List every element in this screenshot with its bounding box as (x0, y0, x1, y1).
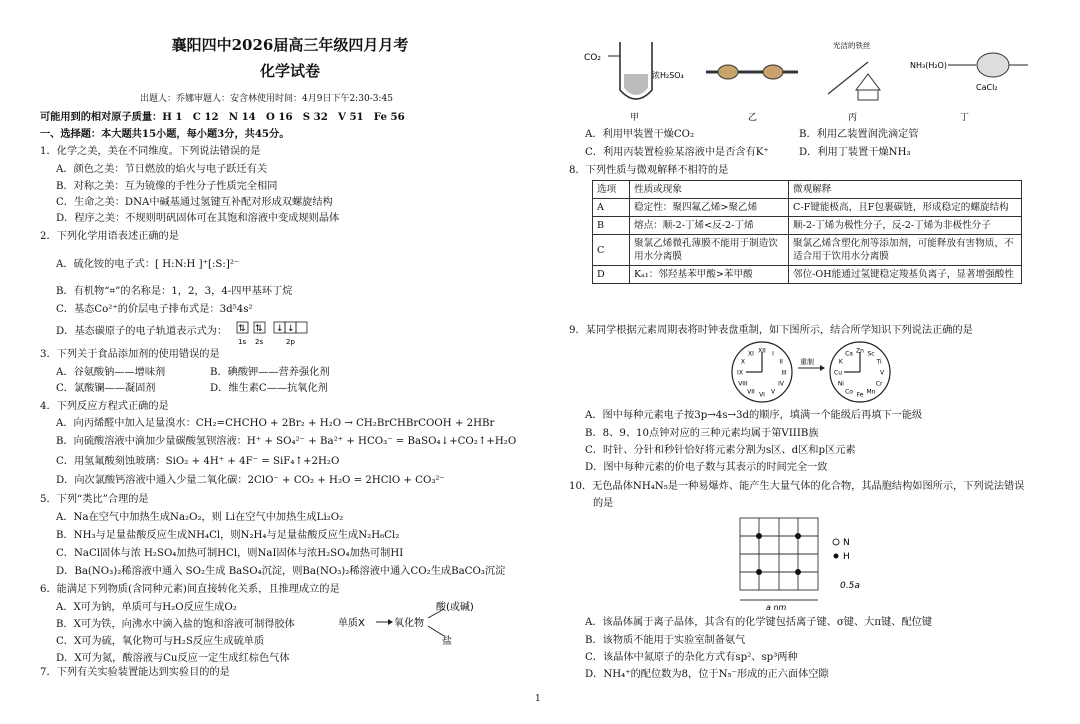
clock-label: Co (845, 388, 853, 396)
q10-stem-cont: 的是 (593, 498, 614, 509)
label-nh3: NH₃(H₂O) (910, 61, 947, 70)
exam-subtitle: 化学试卷 (259, 62, 320, 80)
clock-arrow-label: 重制 (800, 358, 814, 366)
q2-stem: 2．下列化学用语表述正确的是 (40, 231, 179, 242)
legend-h: H (843, 552, 850, 562)
orbital-label-2p: 2p (286, 338, 295, 346)
q10-option-c: C．该晶体中氮原子的杂化方式有sp²、sp³两种 (585, 652, 798, 663)
label-bing: 丙 (848, 113, 858, 123)
q7-option-c: C．利用丙装置检验某溶液中是否含有K⁺ (585, 147, 769, 158)
q6-option-b: B．X可为铁，向沸水中滴入盐的饱和溶液可制得胶体 (56, 619, 295, 630)
q3-option-d: D．维生素C——抗氧化剂 (210, 383, 328, 394)
clock-label: Fe (856, 391, 864, 399)
q7-option-d: D．利用丁装置干燥NH₃ (799, 147, 911, 158)
label-co2: CO₂ (584, 53, 601, 63)
q3-option-a: A．谷氨酸钠——增味剂 (56, 367, 166, 378)
q3-option-c: C．氯酸镧——凝固剂 (56, 383, 156, 394)
label-h2so4: 浓H₂SO₄ (652, 71, 684, 80)
table-cell: B (593, 217, 630, 235)
q4-stem: 4．下列反应方程式正确的是 (40, 401, 169, 412)
drying-tube (977, 53, 1009, 77)
scheme-oxide: 氧化物 (394, 618, 424, 629)
element-clock (830, 342, 890, 402)
orbital-label-1s: 1s (238, 338, 247, 346)
table-header: 性质或现象 (630, 181, 789, 199)
clock-label: X (740, 358, 745, 366)
q9-option-a: A．图中每种元素电子按3p→4s→3d的顺序，填满一个能级后再填下一能级 (585, 410, 923, 421)
clock-label: Cu (834, 369, 842, 377)
q1-option-b: B．对称之美：互为镜像的手性分子性质完全相同 (56, 181, 278, 192)
orbital-diagram (236, 320, 316, 346)
clock-label: II (779, 358, 783, 366)
clock-label: III (781, 369, 787, 377)
q9-clocks (728, 340, 898, 408)
clock-label: V (770, 388, 776, 396)
clock-label: IV (778, 380, 785, 388)
scheme-acid-base: 酸(或碱) (436, 602, 474, 613)
q4-option-d: D．向次氯酸钙溶液中通入少量二氧化碳：2ClO⁻ + CO₂ + H₂O = 2HClO + CO₃²⁻ (56, 475, 445, 486)
table-cell: 熔点：顺-2-丁烯<反-2-丁烯 (630, 217, 789, 235)
clock-label: VII (747, 388, 755, 396)
label-jia: 甲 (630, 113, 640, 123)
clock-label: XII (758, 347, 766, 355)
q2-option-c: C．基态Co²⁺的价层电子排布式是：3d⁵4s² (56, 304, 253, 315)
q6-option-c: C．X可为硫，氧化物可与H₂S反应生成硫单质 (56, 636, 265, 647)
q4-option-b: B．向硫酸溶液中滴加少量碳酸氢钡溶液：H⁺ + SO₄²⁻ + Ba²⁺ + HCO₃⁻ = BaSO₄↓+CO₂↑+H₂O (56, 436, 517, 447)
iron-wire (828, 62, 868, 94)
q9-option-b: B．8、9、10点钟对应的三种元素均属于第VIIIB族 (585, 428, 819, 439)
table-row (593, 235, 1022, 266)
q6-transform-scheme (336, 600, 476, 646)
table-header-row (593, 181, 1022, 199)
clock-label: I (772, 350, 774, 358)
q4-option-c: C．用氢氟酸刻蚀玻璃：SiO₂ + 4H⁺ + 4F⁻ = SiF₄↑+2H₂O (56, 456, 340, 467)
clock-label: Ti (876, 358, 882, 366)
q1-stem: 1．化学之美，美在不同维度。下列说法错误的是 (40, 146, 261, 157)
label-iron-wire: 光洁的铁丝 (833, 41, 871, 50)
label-cacl2: CaCl₂ (976, 83, 998, 92)
svg-text:↓: ↓ (287, 324, 295, 334)
svg-text:⇅: ⇅ (255, 324, 263, 334)
q2-option-a: A．硫化铵的电子式：[ H:N:H ]⁺[:S:]²⁻ (56, 259, 240, 270)
clock-label: Zn (856, 347, 864, 355)
clock-label: VIII (738, 380, 748, 388)
table-header: 微观解释 (789, 181, 1022, 199)
table-cell: Kₐ₁：邻羟基苯甲酸>苯甲酸 (630, 266, 789, 284)
table-row (593, 217, 1022, 235)
clock-label: Sc (867, 350, 875, 358)
q3-stem: 3．下列关于食品添加剂的使用错误的是 (40, 349, 220, 360)
q7-option-b: B．利用乙装置润洗滴定管 (799, 129, 919, 140)
table-cell: D (593, 266, 630, 284)
q5-option-d: D．Ba(NO₃)₂稀溶液中通入 SO₂生成 BaSO₄沉淀，则Ba(NO₃)₂稀溶液中通入CO₂生成BaCO₃沉淀 (56, 566, 506, 577)
table-cell: C-F键能极高，且F包裹碳链，形成稳定的螺旋结构 (789, 199, 1022, 217)
exam-title: 襄阳四中2026届高三年级四月月考 (171, 36, 409, 54)
q1-option-a: A．颜色之美：节日燃放的焰火与电子跃迁有关 (56, 164, 268, 175)
label-ding: 丁 (960, 113, 970, 123)
q8-stem: 8．下列性质与微观解释不相符的是 (569, 165, 729, 176)
table-cell: C (593, 235, 630, 266)
q9-stem: 9．某同学根据元素周期表将时钟表盘重制，如下图所示，结合所学知识下列说法正确的是 (569, 325, 973, 336)
table-cell: A (593, 199, 630, 217)
q5-option-a: A．Na在空气中加热生成Na₂O₂，则 Li在空气中加热生成Li₂O₂ (56, 512, 344, 523)
clock-label: VI (759, 391, 765, 399)
table-row (593, 199, 1022, 217)
clock-label: XI (748, 350, 754, 358)
q5-option-c: C．NaCl固体与浓 H₂SO₄加热可制HCl，则NaI固体与浓H₂SO₄加热可制HI (56, 548, 404, 559)
q6-option-a: A．X可为钠，单质可与H₂O反应生成O₂ (56, 602, 237, 613)
label-yi: 乙 (748, 113, 758, 123)
dim-edge: a nm (766, 603, 787, 612)
q2-option-b: B．有机物“⌗”的名称是：1，2，3，4-四甲基环丁烷 (56, 286, 293, 297)
clock-label: Ni (837, 380, 844, 388)
section-heading: 一、选择题：本大题共15小题，每小题3分，共45分。 (40, 128, 290, 140)
q1-option-d: D．程序之美：不规则明矾固体可在其饱和溶液中变成规则晶体 (56, 213, 340, 224)
clock-label: Mn (866, 388, 876, 396)
clock-label: V (879, 369, 885, 377)
q7-apparatus (578, 38, 1048, 124)
table-header: 选项 (593, 181, 630, 199)
q7-stem: 7．下列有关实验装置能达到实验目的的是 (40, 667, 230, 678)
table-cell: 聚氯乙烯微孔薄膜不能用于制造饮用水分离膜 (630, 235, 789, 266)
q8-table (592, 180, 1022, 284)
orbital-label-2s: 2s (255, 338, 264, 346)
clock-label: IX (737, 369, 743, 377)
dim-half-a: 0.5a (840, 581, 860, 591)
q6-stem: 6．能满足下列物质(含同种元素)间直接转化关系，且推理成立的是 (40, 584, 340, 595)
q10-stem: 10．无色晶体NH₄N₅是一种易爆炸、能产生大量气体的化合物，其晶胞结构如图所示，下列说法错误 (569, 481, 1025, 492)
table-cell: 邻位-OH能通过氢键稳定羧基负离子，显著增强酸性 (789, 266, 1022, 284)
clock-label: Cr (875, 380, 883, 388)
q10-option-d: D．NH₄⁺的配位数为8，位于N₅⁻形成的正六面体空隙 (585, 669, 829, 680)
scheme-element-x: 单质X (338, 618, 365, 629)
table-cell: 顺-2-丁烯为极性分子，反-2-丁烯为非极性分子 (789, 217, 1022, 235)
q4-option-a: A．向丙烯醛中加入足量溴水：CH₂=CHCHO + 2Br₂ + H₂O → CH₂BrCHBrCOOH + 2HBr (56, 418, 495, 429)
q9-option-c: C．时针、分针和秒针恰好将元素分割为s区、d区和p区元素 (585, 445, 856, 456)
q10-option-b: B．该物质不能用于实验室制备氨气 (585, 635, 746, 646)
exam-info: 出题人：乔娜审题人：安含林使用时间：4月9日下午2:30-3:45 (140, 94, 393, 104)
q2-option-d: D．基态碳原子的电子轨道表示式为： (56, 326, 228, 337)
q3-option-b: B．碘酸钾——营养强化剂 (210, 367, 330, 378)
table-cell: 稳定性：聚四氟乙烯>聚乙烯 (630, 199, 789, 217)
table-cell: 聚氯乙烯含塑化剂等添加剂，可能释放有害物质，不适合用于饮用水分离膜 (789, 235, 1022, 266)
q5-stem: 5．下列“类比”合理的是 (40, 494, 149, 505)
page-number: 1 (535, 694, 541, 704)
q1-option-c: C．生命之美：DNA中碱基通过氢键互补配对形成双螺旋结构 (56, 197, 333, 208)
svg-text:⇅: ⇅ (238, 324, 246, 334)
q7-option-a: A．利用甲装置干燥CO₂ (585, 129, 695, 140)
q9-option-d: D．图中每种元素的价电子数与其表示的时间完全一致 (585, 462, 828, 473)
q5-option-b: B．NH₃与足量盐酸反应生成NH₄Cl，则N₂H₄与足量盐酸反应生成N₂H₆Cl₂ (56, 530, 400, 541)
legend-n: N (843, 538, 850, 548)
q10-crystal-cell (732, 512, 882, 612)
roman-clock (732, 342, 792, 402)
svg-text:↓: ↓ (276, 324, 284, 334)
clock-label: K (838, 358, 843, 366)
table-row (593, 266, 1022, 284)
clock-label: Ca (845, 350, 853, 358)
q10-option-a: A．该晶体属于离子晶体，其含有的化学键包括离子键、σ键、大π键、配位键 (585, 617, 933, 628)
atomic-masses: 可能用到的相对原子质量：H 1 C 12 N 14 O 16 S 32 V 51 Fe 56 (40, 111, 405, 123)
scheme-salt: 盐 (442, 636, 452, 646)
q6-option-d: D．X可为氮，酸溶液与Cu反应一定生成红棕色气体 (56, 653, 290, 664)
